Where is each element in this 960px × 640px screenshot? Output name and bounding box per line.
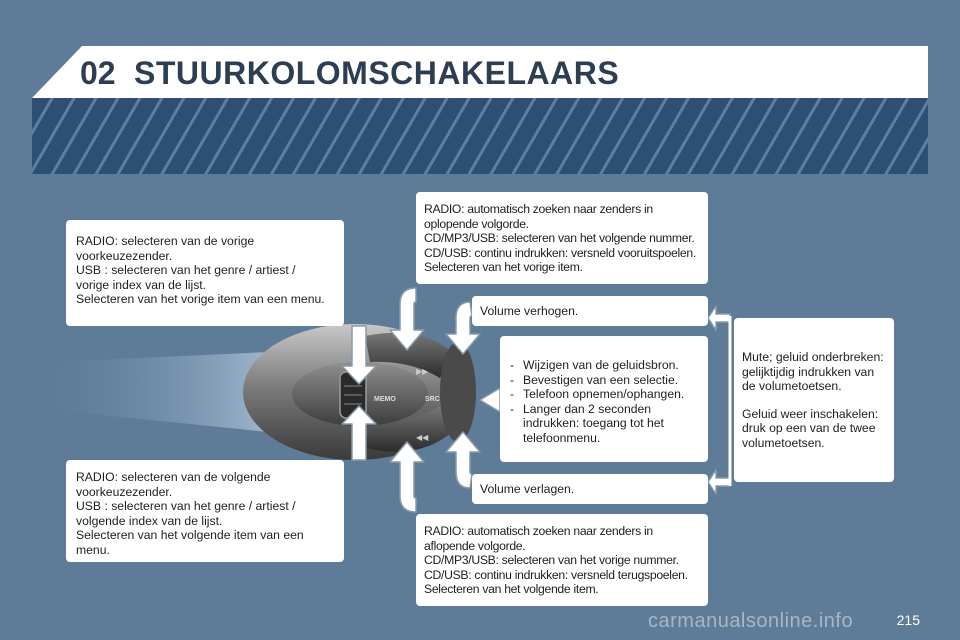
info-box-mute [734,318,894,482]
box-line: voorkeuzezender. [76,248,173,263]
functions-list [510,358,700,445]
src-label: SRC [425,396,440,403]
info-box-previous-preset [66,220,344,326]
end-cap [440,342,476,442]
box-line: aflopende volgorde. [424,538,526,553]
list-item: - Telefoon opnemen/ophangen. [510,387,700,402]
box-line: CD/USB: continu indrukken: versneld terugspoelen. [424,567,688,582]
next-symbol: ▶▶ [416,367,429,376]
box-line: RADIO: selecteren van de volgende [76,470,271,484]
box-line: druk op een van de twee [742,421,876,435]
box-line: gelijktijdig indrukken van [742,364,875,379]
box-line: CD/MP3/USB: selecteren van het vorige nummer. [424,553,679,567]
info-box-seek-down [416,514,708,606]
box-line: Volume verhogen. [480,304,579,318]
box-line: USB : selecteren van het genre / artiest / [76,263,296,277]
box-line: USB : selecteren van het genre / artiest / [76,499,296,513]
box-line: Selecteren van het vorige item. [424,260,583,274]
box-line: Selecteren van het volgende item van een [76,528,304,542]
page-number: 215 [896,612,920,628]
box-line: RADIO: automatisch zoeken naar zenders in [424,202,653,216]
box-line: Mute; geluid onderbreken: [742,350,884,364]
prev-symbol: ◀◀ [416,433,429,442]
box-line: de volumetoetsen. [742,379,842,393]
memo-label: MEMO [374,396,396,403]
arrow-functions [480,388,500,412]
box-line: Volume verlagen. [480,482,575,496]
box-line: menu. [76,542,110,557]
box-line: Geluid weer inschakelen: [742,406,879,421]
box-line: voorkeuzezender. [76,484,173,499]
chapter-number: 02 [80,55,116,91]
watermark: carmanualsonline.info [648,610,854,632]
box-line: RADIO: automatisch zoeken naar zenders in [424,524,653,538]
list-item: - Wijzigen van de geluidsbron. [510,358,700,373]
box-line: Selecteren van het vorige item van een menu. [76,292,325,306]
box-line: CD/USB: continu indrukken: versneld vooruitspoelen. [424,245,696,260]
info-box-next-preset [66,460,344,562]
info-box-seek-up [416,192,708,284]
box-line: volgende index van de lijst. [76,513,223,528]
box-line: oplopende volgorde. [424,216,529,231]
box-line: vorige index van de lijst. [76,277,207,292]
box-line: RADIO: selecteren van de vorige [76,234,255,248]
list-item: - Bevestigen van een selectie. [510,373,700,388]
arrow-mute-top [708,306,730,330]
box-line: Selecteren van het volgende item. [424,582,599,596]
info-box-functions [500,336,708,462]
info-box-volume-down [472,474,708,504]
list-item: - Langer dan 2 seconden indrukken: toegang tot het telefoonmenu. [510,402,700,446]
stalk-stem [52,352,268,432]
page-title: STUURKOLOMSCHAKELAARS [134,55,620,91]
box-line: volumetoetsen. [742,435,825,450]
box-line: CD/MP3/USB: selecteren van het volgende nummer. [424,231,695,245]
arrow-mute-bottom [708,470,730,494]
info-box-volume-up [472,296,708,326]
